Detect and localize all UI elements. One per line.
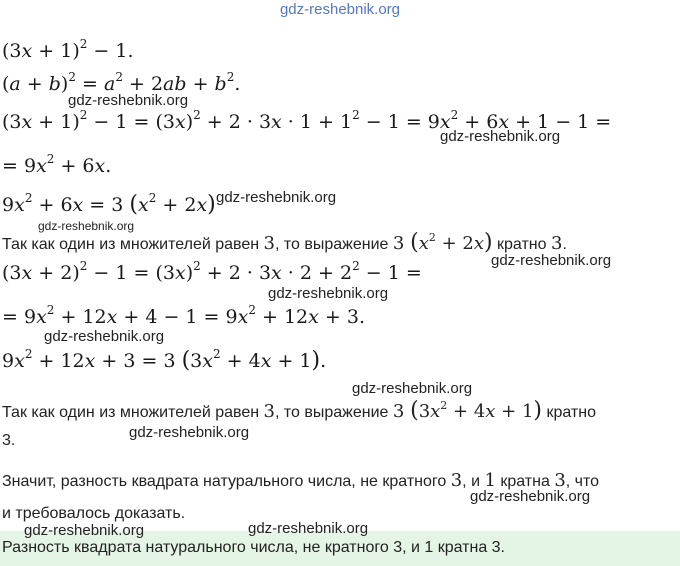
watermark: gdz-reshebnik.org: [352, 380, 473, 397]
text-line-12: Значит, разность квадрата натурального числа, не кратного 3, и 1 кратна 3, что: [2, 470, 600, 491]
math-line-3: $(3x + 1)^2 - 1 = (3x)^2 + 2 \cdot 3x \cdot 1 + 1^2 - 1 = 9x^2 + 6x + 1 - 1$ =: [2, 108, 612, 133]
text-line-6: Так как один из множителей равен 3, то выражение 3 $(x^2 + 2x)$ кратно 3.: [2, 230, 567, 255]
watermark: gdz-reshebnik.org: [440, 128, 561, 145]
watermark: gdz-reshebnik.org: [248, 520, 369, 537]
watermark: gdz-reshebnik.org: [268, 285, 389, 302]
watermark: gdz-reshebnik.org: [44, 328, 165, 345]
math-line-8: = $9x^2 + 12x + 4 - 1 = 9x^2 + 12x + 3$.: [2, 303, 365, 328]
watermark: gdz-reshebnik.org: [68, 92, 189, 109]
math-line-2: $(a + b)^2 = a^2 + 2ab + b^2$.: [2, 70, 241, 95]
header-watermark: gdz-reshebnik.org: [279, 1, 401, 18]
math-line-1: $(3x + 1)^2 - 1$.: [2, 37, 134, 62]
watermark: gdz-reshebnik.org: [24, 522, 145, 539]
watermark: gdz-reshebnik.org: [491, 252, 612, 269]
math-line-9: $9x^2 + 12x + 3 = 3$ $(3x^2 + 4x + 1)$.: [2, 347, 327, 373]
watermark: gdz-reshebnik.org: [470, 488, 591, 505]
watermark: gdz-reshebnik.org: [216, 189, 337, 206]
math-line-5: $9x^2 + 6x = 3$ $(x^2 + 2x)$: [2, 191, 216, 217]
watermark: gdz-reshebnik.org: [129, 424, 250, 441]
answer-text: Разность квадрата натурального числа, не кратного 3, и 1 кратна 3.: [2, 539, 505, 556]
math-line-4: = $9x^2 + 6x$.: [2, 152, 112, 177]
text-line-13: и требовалось доказать.: [2, 505, 186, 522]
watermark: gdz-reshebnik.org: [38, 219, 135, 233]
math-line-7: $(3x + 2)^2 - 1 = (3x)^2 + 2 \cdot 3x \cdot 2 + 2^2 - 1$ =: [2, 259, 422, 284]
text-line-10: Так как один из множителей равен 3, то выражение 3 $(3x^2 + 4x + 1)$ кратно: [2, 398, 596, 423]
text-line-11: 3.: [2, 432, 16, 449]
